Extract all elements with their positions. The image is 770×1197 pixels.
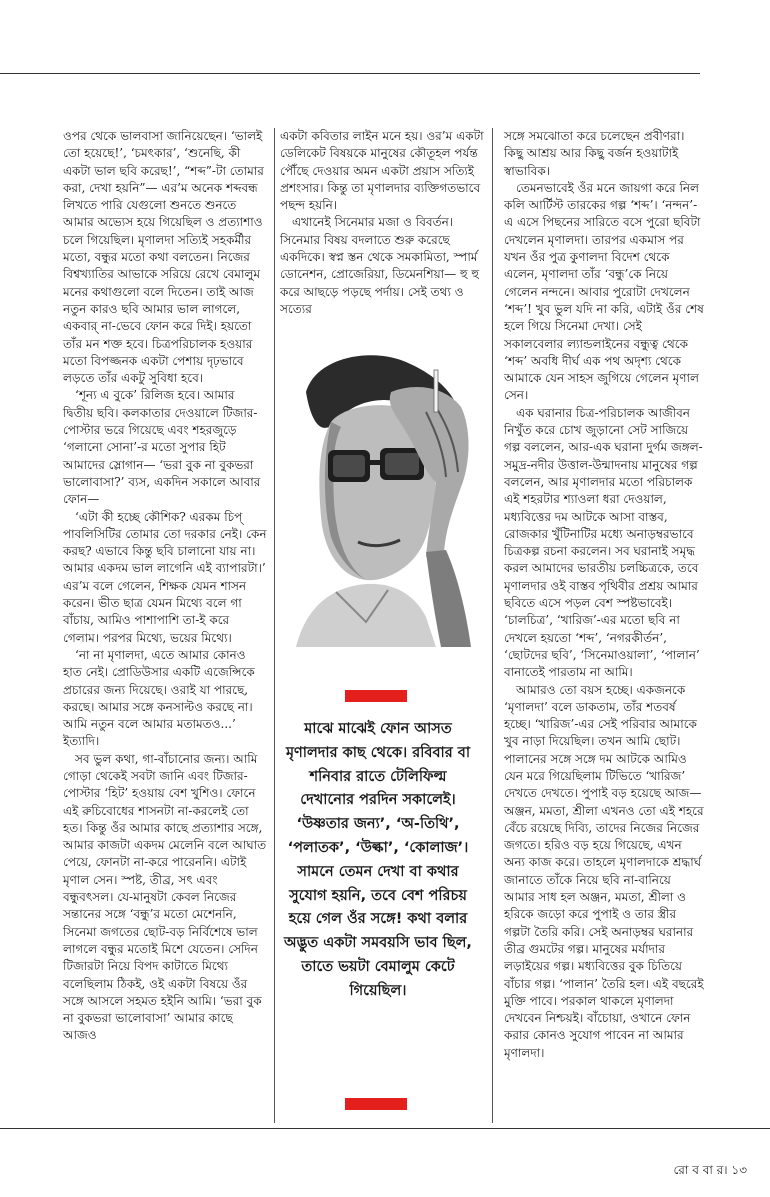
paragraph: তেমনভাবেই ওঁর মনে জায়গা করে নিল কলি আর্টিস্ট তারকের গল্প ‘শব্দ’। ‘নন্দন’-এ এসে পিছনের সারিতে বসে পুরো ছবিটা দেখলেন মৃণালদা। তারপর একমাস পর যখন ওঁর পুত্র কুণালদা বিদেশ থেকে এলেন, মৃণালদা তাঁর ‘বন্ধু’কে নিয়ে গেলেন নন্দনে। আবার পুরোটা দেখলেন ‘শব্দ’! খুব ভুল যদি না করি, এটাই ওঁর শেষ হলে গিয়ে সিনেমা দেখা। সেই সকালবেলার ল্যান্ডলাইনের বন্ধুত্ব থেকে ‘শব্দ’ অবধি দীর্ঘ এক পথ অদৃশ্য থেকে আমাকে যেন সাহস জুগিয়ে গেলেন মৃণাল সেন। (504, 180, 704, 403)
portrait-photo-illustration (276, 352, 486, 647)
page-footer (673, 1162, 747, 1182)
column-divider (274, 128, 275, 1123)
pull-quote: মাঝে মাঝেই ফোন আসত মৃণালদার কাছ থেকে। রবিবার বা শনিবার রাতে টেলিফিল্ম দেখানোর পরদিন সকালেই। ‘উষ্ণতার জন্য’, ‘অ-তিথি’, ‘পলাতক’, ‘উল্কা’, ‘কোলাজ’। সামনে তেমন দেখা বা কথার সুযোগ হয়নি, তবে বেশ পরিচয় হয়ে গেল ওঁর সঙ্গে! কথা বলার অদ্ভুত একটা সমবয়সি ভাব ছিল, তাতে ভয়টা বেমালুম কেটে গিয়েছিল। (284, 721, 472, 999)
paragraph: আমারও তো বয়স হচ্ছে। একজনকে ‘মৃণালদা’ বলে ডাকতাম, তাঁর শতবর্ষ হচ্ছে। ‘খারিজ’-এর সেই পরিবার আমাকে খুব নাড়া দিয়েছিল। তখন আমি ছোট। পালানের সঙ্গে সঙ্গে দম আটকে আমিও যেন মরে গিয়েছিলাম টিভিতে ‘খারিজ’ দেখতে দেখতে। পুপাই বড় হয়েছে আজ— অঞ্জন, মমতা, শ্রীলা এখনও তো এই শহরে বেঁচে রয়েছে দিব্যি, তাদের নিজের নিজের জগতে। হরিও বড় হয়ে গিয়েছে, এখন অন্য কাজ করে। তাহলে মৃণালদাকে শ্রদ্ধার্ঘ জানাতে তাঁকে নিয়ে ছবি না-বানিয়ে আমার সাধ হল অঞ্জন, মমতা, শ্রীলা ও হরিকে জড়ো করে পুপাই ও তার স্ত্রীর গল্পটা তৈরি করি। সেই অনাড়ম্বর ঘরানার তীব্র গুমটের গল্প। মানুষের মর্যাদার লড়াইয়ের গল্প। মধ্যবিত্তের বুক চিতিয়ে বাঁচার গল্প। ‘পালান’ তৈরি হল। এই বছরেই মুক্তি পাবে। পরকাল থাকলে মৃণালদা দেখবেন নিশ্চয়ই। বাঁচোয়া, ওখানে ফোন করার কোনও সুযোগ পাবেন না আমার মৃণালদা। (504, 682, 704, 1060)
paragraph: সঙ্গে সমঝোতা করে চলেছেন প্রবীণরা। কিছু আশ্রয় আর কিছু বর্জন হওয়াটাই স্বাভাবিক। (504, 129, 685, 178)
paragraph: ওপর থেকে ভালবাসা জানিয়েছেন। ‘ভালই তো হয়েছে!’, ‘চমৎকার’, ‘শুনেছি, কী একটা ভাল ছবি করেছ!’, “শব্দ”-টা তোমার করা, দেখা হয়নি”— এর’ম অনেক শব্দবন্ধ লিখতে পারি যেগুলো শুনতে শুনতে আমার অভ্যেস হয়ে গিয়েছিল ও প্রত্যাশাও চলে গিয়েছিল। মৃণালদা সত্যিই সহকর্মীর মতো, বন্ধুর মতো কথা বলতেন। নিজের বিশ্বখ্যাতির আভাকে সরিয়ে রেখে বেমালুম মনের কথাগুলো বলে দিতেন। তাই আজ নতুন কারও ছবি আমার ভাল লাগলে, একবার্ না-ভেবে ফোন করে দিই। হয়তো তাঁর মন শক্ত হবে। চিত্রপরিচালক হওয়ার মতো বিপজ্জনক একটা পেশায় দৃঢ়ভাবে লড়তে তাঁর একটু সুবিধা হবে। (63, 129, 264, 386)
pullquote-top-bar (345, 690, 407, 702)
magazine-name: রো ব বা র (673, 1163, 724, 1177)
article-column-middle (280, 128, 485, 318)
paragraph: ‘না না মৃণালদা, এতে আমার কোনও হাত নেই। প্রোডিউসার একটি এজেন্সিকে প্রচারের জন্য দিয়েছে। ওরাই যা পারছে, করছে। আমার সঙ্গে কনসাল্টও করছে না। আমি নতুন বলে আমার মতামতও...’ ইত্যাদি। (63, 647, 255, 749)
article-column-right (504, 128, 704, 1060)
bottom-rule (0, 1128, 770, 1129)
article-column-left (63, 128, 268, 1120)
paragraph: সব ভুল কথা, গা-বাঁচানোর জন্য। আমি গোড়া থেকেই সবটা জানি এবং টিজার-পোস্টার ‘হিট’ হওয়ায় বেশ খুশিও। ফোনে এই রুচিবোধের শাসনটা না-করলেই তো হত। কিন্তু ওঁর আমার কাছে প্রত্যাশার সঙ্গে, আমার কাজটা একদম মেলেনি বলে আঘাত পেয়ে, ফোনটা না-করে পারেননি। এটাই মৃণাল সেন। স্পষ্ট, তীব্র, সৎ এবং বন্ধুবৎসল। যে-মানুষটা কেবল নিজের সন্তানের সঙ্গে ‘বন্ধু’র মতো মেশেননি, সিনেমা জগতের ছোট-বড় নির্বিশেষে ভাল লাগলে বন্ধুর মতোই মিশে যেতেন। সেদিন টিজারটা নিয়ে বিপদ কাটাতে মিথ্যে বলেছিলাম ঠিকই, ওই একটা বিষয়ে ওঁর সঙ্গে আসলে সহমত হইনি আমি। ‘ভরা বুক না বুকভরা ভালোবাসা’ আমার কাছে আজও (63, 751, 267, 1043)
top-rule (0, 73, 700, 74)
paragraph: এখানেই সিনেমার মজা ও বিবর্তন। সিনেমার বিষয় বদলাতে শুরু করেছে একদিকে। স্বপ্ন স্তন থেকে সমকামিতা, স্পার্ম ডোনেশন, প্রোজেরিয়া, ডিমেনশিয়া— হু হু করে আছড়ে পড়ছে পর্দায়। সেই তথ্য ও সত্যের (280, 215, 480, 316)
column-divider (492, 128, 493, 1123)
paragraph: একটা কবিতার লাইন মনে হয়। ওর’ম একটা ডেলিকেট বিষয়কে মানুষের কৌতূহল পর্যন্ত পৌঁছে দেওয়ার অমন একটা প্রয়াস সত্যিই প্রশংসার। কিন্তু তা মৃণালদার ব্যক্তিগতভাবে পছন্দ হয়নি। (280, 129, 484, 213)
paragraph: ‘শূন্য এ বুকে’ রিলিজ হবে। আমার দ্বিতীয় ছবি। কলকাতার দেওয়ালে টিজার-পোস্টার ভরে গিয়েছে এবং শহরজুড়ে ‘গলানো সোনা’-র মতো সুপার হিট আমাদের স্লোগান— ‘ভরা বুক না বুকভরা ভালোবাসা?’ ব্যস, একদিন সকালে আবার ফোন— (63, 388, 261, 507)
paragraph: ‘এটা কী হচ্ছে কৌশিক? এরকম চিপ্ পাবলিসিটির তোমার তো দরকার নেই। কেন করছ? এভাবে কিন্তু ছবি চালানো যায় না। আমার একদম ভাল লাগেনি এই ব্যাপারটা।’ এর’ম বলে গেলেন, শিক্ষক যেমন শাসন করেন। ভীত ছাত্র যেমন মিথ্যে বলে গা বাঁচায়, আমিও পাশাপাশি তা-ই করে গেলাম। পরপর মিথ্যে, ভয়ের মিথ্যে। (63, 509, 267, 645)
footer-separator: । (723, 1163, 728, 1177)
page-number: ১৩ (731, 1163, 747, 1177)
portrait-photo (276, 352, 486, 647)
pullquote-bottom-bar (345, 1098, 407, 1110)
paragraph: এক ঘরানার চিত্র-পরিচালক আজীবন নিখুঁত করে চোখ জুড়ানো সেট সাজিয়ে গল্প বললেন, আর-এক ঘরানা দুর্গম জঙ্গল-সমুদ্র-নদীর উত্তাল-উন্মাদনায় মানুষের গল্প বললেন, আর মৃণালদার মতো পরিচালক এই শহরটার শ্যাওলা ধরা দেওয়াল, মধ্যবিত্তের দম আটকে আসা বাস্তব, রোজকার খুঁটিনাটির মধ্যে অনাড়ম্বরভাবে চিত্রকল্প রচনা করলেন। সব ঘরানাই সমৃদ্ধ করল আমাদের ভারতীয় চলচ্চিত্রকে, তবে মৃণালদার ওই বাস্তব পৃথিবীর প্রশ্রয় আমার ছবিতে এসে পড়ল বেশ স্পষ্টভাবেই। ‘চালচিত্র’, ‘খারিজ’-এর মতো ছবি না দেখলে হয়তো ‘শব্দ’, ‘নগরকীর্তন’, ‘ছোটদের ছবি’, ‘সিনেমাওয়ালা’, ‘পালান’ বানাতেই পারতাম না আমি। (504, 405, 703, 680)
